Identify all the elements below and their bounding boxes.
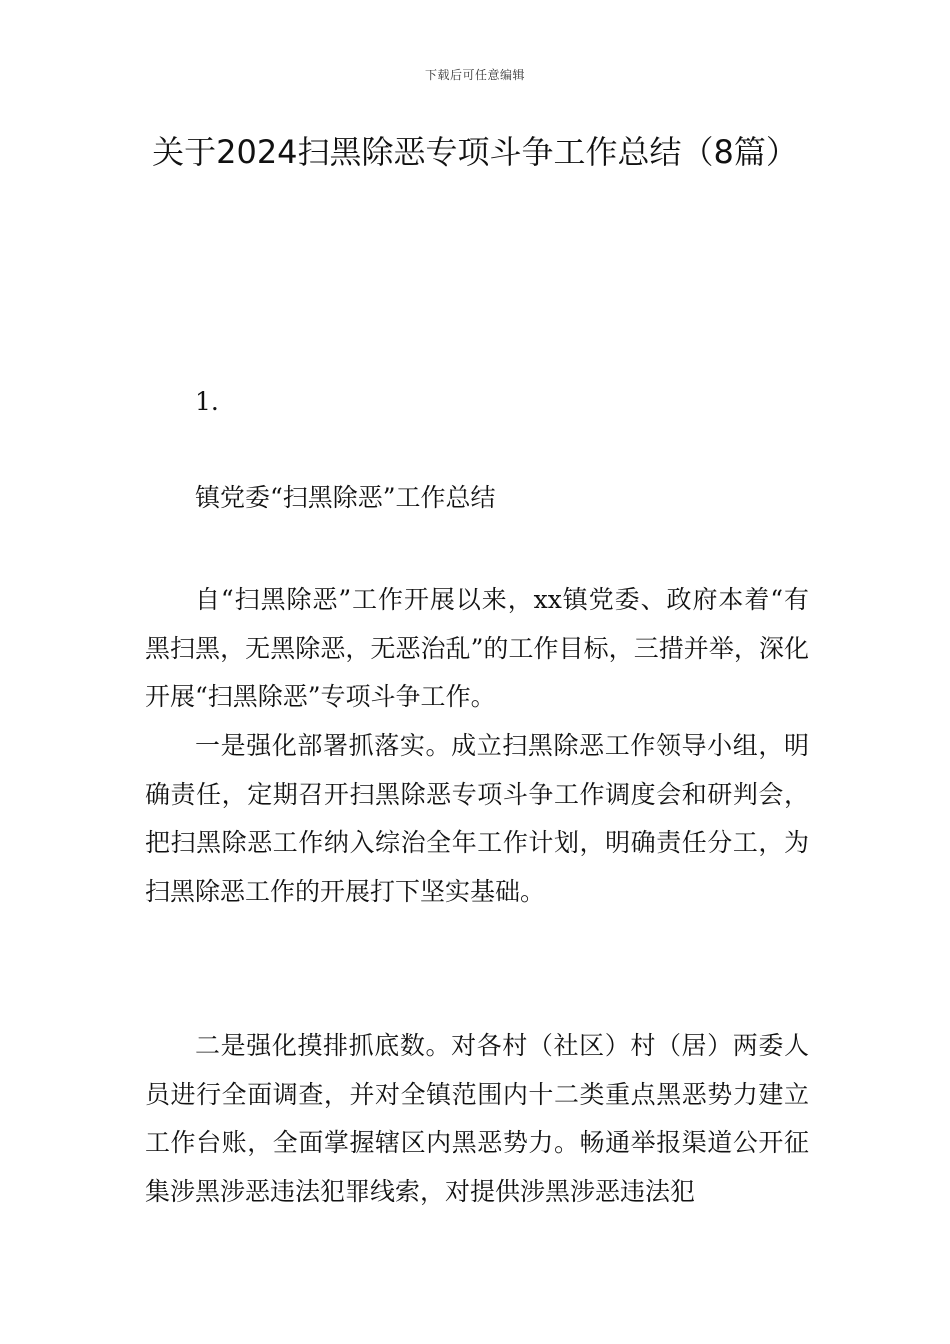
paragraph-deployment: 一是强化部署抓落实。成立扫黑除恶工作领导小组，明确责任，定期召开扫黑除恶专项斗争工作调度会和研判会，把扫黑除恶工作纳入综治全年工作计划，明确责任分工，为扫黑除恶工作的开展打下坚实基础。 — [145, 731, 809, 906]
intro-paragraph: 自“扫黑除恶”工作开展以来，xx镇党委、政府本着“有黑扫黑，无黑除恶，无恶治乱”的工作目标，三措并举，深化开展“扫黑除恶”专项斗争工作。 — [145, 585, 809, 711]
article-number: 1. — [195, 387, 219, 416]
paragraph-investigation: 二是强化摸排抓底数。对各村（社区）村（居）两委人员进行全面调查，并对全镇范围内十二类重点黑恶势力建立工作台账，全面掌握辖区内黑恶势力。畅通举报渠道公开征集涉黑涉恶违法犯罪线索，对提供涉黑涉恶违法犯 — [145, 1031, 809, 1206]
document-title: 关于2024扫黑除恶专项斗争工作总结（8篇） — [152, 133, 798, 171]
download-edit-note: 下载后可任意编辑 — [424, 68, 525, 82]
article-heading: 镇党委“扫黑除恶”工作总结 — [195, 483, 496, 512]
